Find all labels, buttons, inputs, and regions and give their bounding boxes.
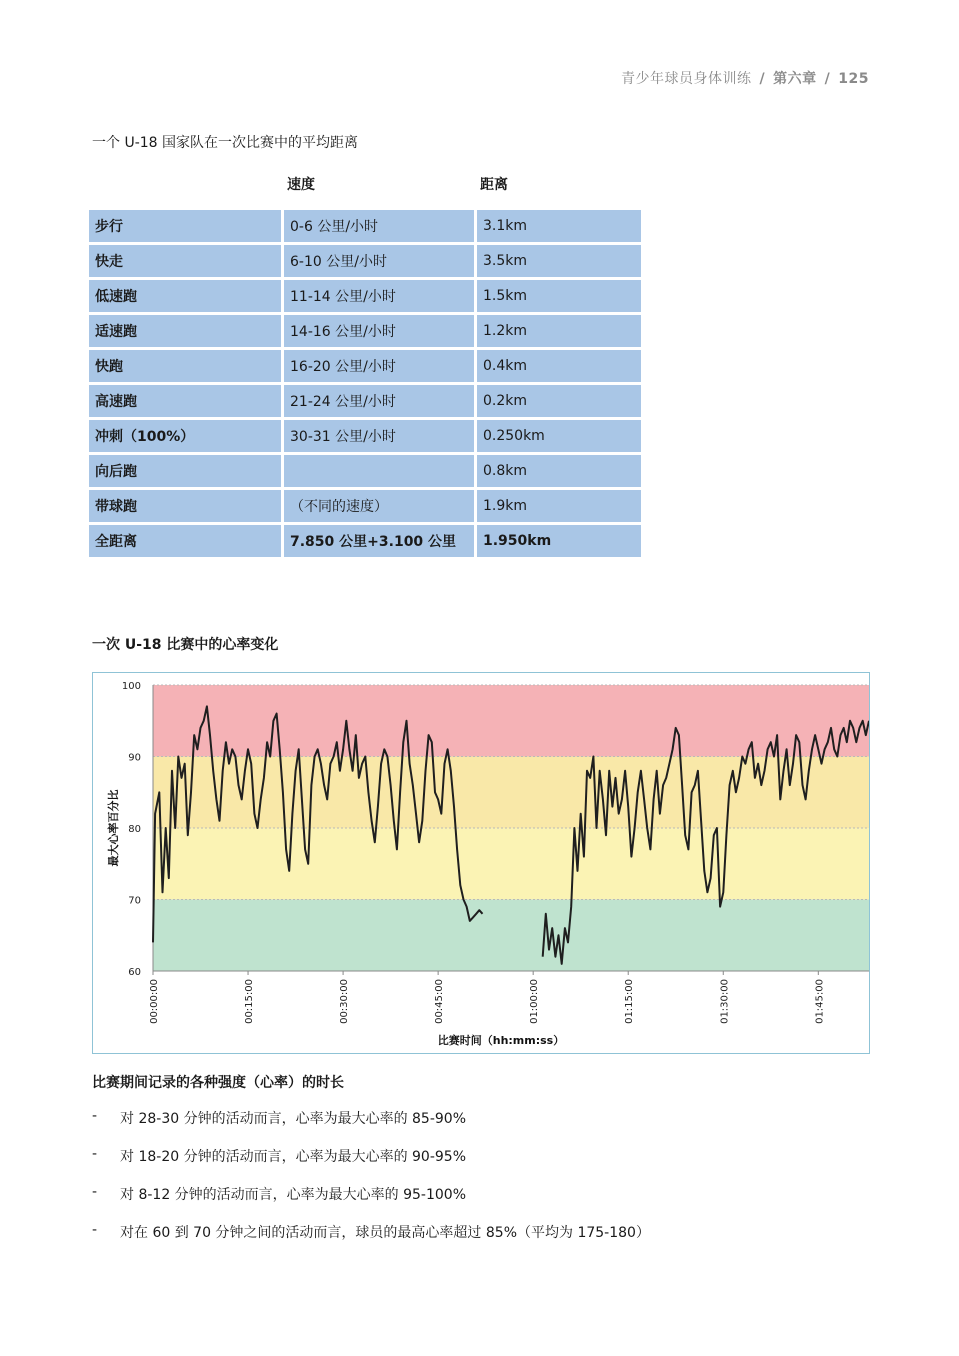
list-item <box>92 1222 650 1260</box>
list-item-text: 对在 60 到 70 分钟之间的活动而言，球员的最高心率超过 85%（平均为 175-180） <box>120 1225 650 1241</box>
column-header-speed: 速度 <box>287 177 315 193</box>
table-row <box>89 455 641 487</box>
row-speed: 30-31 公里/小时 <box>284 420 474 452</box>
chapter-label: 第六章 <box>773 71 817 87</box>
row-distance: 0.2km <box>477 385 641 417</box>
row-distance: 0.4km <box>477 350 641 382</box>
row-speed <box>284 455 474 487</box>
row-label: 步行 <box>89 210 281 242</box>
row-speed: 7.850 公里+3.100 公里 <box>284 525 474 557</box>
row-label: 高速跑 <box>89 385 281 417</box>
y-axis-label: 最大心率百分比 <box>107 789 120 867</box>
row-label: 向后跑 <box>89 455 281 487</box>
row-label: 快走 <box>89 245 281 277</box>
bullet-dash: - <box>92 1222 98 1238</box>
row-speed: 14-16 公里/小时 <box>284 315 474 347</box>
zone-band <box>153 757 869 829</box>
table-row <box>89 315 641 347</box>
running-header <box>621 68 869 88</box>
x-tick-label: 00:30:00 <box>339 979 351 1024</box>
x-tick-label: 00:00:00 <box>149 979 160 1024</box>
row-speed: 6-10 公里/小时 <box>284 245 474 277</box>
row-distance: 3.1km <box>477 210 641 242</box>
table-row <box>89 350 641 382</box>
x-tick-label: 01:30:00 <box>719 979 731 1024</box>
chart-title: 一次 U-18 比赛中的心率变化 <box>92 637 279 653</box>
list-item <box>92 1108 650 1146</box>
y-tick-label: 70 <box>128 895 141 907</box>
heart-rate-chart-svg <box>93 673 869 1053</box>
x-tick-label: 01:45:00 <box>814 979 826 1024</box>
table-row <box>89 280 641 312</box>
table-row <box>89 490 641 522</box>
durations-list <box>92 1108 650 1260</box>
row-speed: 0-6 公里/小时 <box>284 210 474 242</box>
durations-title: 比赛期间记录的各种强度（心率）的时长 <box>92 1075 344 1091</box>
zone-band <box>153 685 869 757</box>
table-row-total <box>89 525 641 557</box>
row-distance: 0.250km <box>477 420 641 452</box>
x-axis-label: 比赛时间（hh:mm:ss） <box>437 1034 565 1047</box>
row-label: 适速跑 <box>89 315 281 347</box>
row-speed: 21-24 公里/小时 <box>284 385 474 417</box>
list-item-text: 对 8-12 分钟的活动而言，心率为最大心率的 95-100% <box>120 1187 467 1203</box>
list-item <box>92 1146 650 1184</box>
y-tick-label: 90 <box>128 752 141 764</box>
row-label: 带球跑 <box>89 490 281 522</box>
row-distance: 1.950km <box>477 525 641 557</box>
x-tick-label: 01:00:00 <box>529 979 541 1024</box>
row-label: 全距离 <box>89 525 281 557</box>
row-label: 快跑 <box>89 350 281 382</box>
y-tick-label: 100 <box>121 681 141 692</box>
table-row <box>89 245 641 277</box>
row-speed: （不同的速度） <box>284 490 474 522</box>
page-number: 125 <box>838 71 869 87</box>
list-item-text: 对 28-30 分钟的活动而言，心率为最大心率的 85-90% <box>120 1111 467 1127</box>
row-distance: 1.5km <box>477 280 641 312</box>
list-item <box>92 1184 650 1222</box>
row-speed: 16-20 公里/小时 <box>284 350 474 382</box>
x-tick-label: 00:15:00 <box>244 979 256 1024</box>
x-tick-label: 01:15:00 <box>624 979 636 1024</box>
row-distance: 0.8km <box>477 455 641 487</box>
book-title: 青少年球员身体训练 <box>621 71 752 87</box>
zone-band <box>153 828 869 900</box>
list-item-text: 对 18-20 分钟的活动而言，心率为最大心率的 90-95% <box>120 1149 467 1165</box>
header-separator: / <box>824 71 831 87</box>
column-header-distance: 距离 <box>480 177 508 193</box>
distance-table <box>86 207 644 560</box>
x-tick-label: 00:45:00 <box>434 979 446 1024</box>
zone-band <box>153 900 869 972</box>
y-tick-label: 80 <box>128 824 141 835</box>
heart-rate-chart <box>92 672 870 1054</box>
table-caption: 一个 U-18 国家队在一次比赛中的平均距离 <box>92 135 359 151</box>
bullet-dash: - <box>92 1184 98 1200</box>
y-tick-label: 60 <box>128 967 141 978</box>
row-label: 低速跑 <box>89 280 281 312</box>
bullet-dash: - <box>92 1146 98 1162</box>
row-distance: 1.9km <box>477 490 641 522</box>
row-distance: 3.5km <box>477 245 641 277</box>
table-row <box>89 420 641 452</box>
table-row <box>89 385 641 417</box>
row-speed: 11-14 公里/小时 <box>284 280 474 312</box>
row-label: 冲刺（100%） <box>89 420 281 452</box>
table-row <box>89 210 641 242</box>
header-separator: / <box>759 71 766 87</box>
bullet-dash: - <box>92 1108 98 1124</box>
row-distance: 1.2km <box>477 315 641 347</box>
